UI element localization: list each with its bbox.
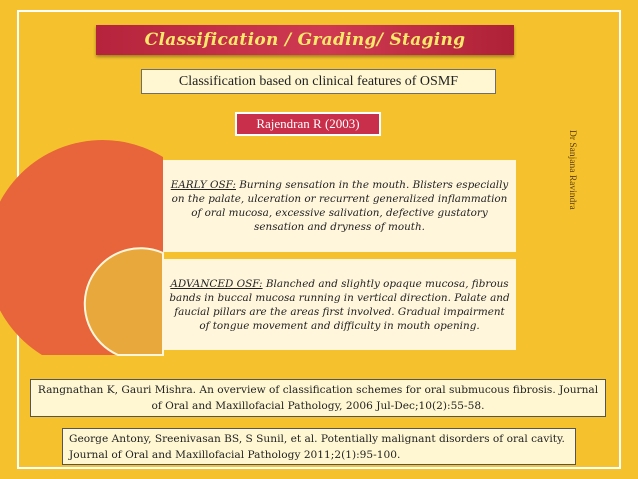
advanced-osf-description: Blanched and slightly opaque mucosa, fibrous bands in buccal mucosa running in vertical direction. Palate and faucial pillars are the areas first involved. Gradual impairment of tongue movement and difficulty in mouth opening. — [169, 277, 510, 332]
advanced-osf-panel — [163, 259, 516, 350]
reference-2: George Antony, Sreenivasan BS, S Sunil, et al. Potentially malignant disorders of oral cavity. Journal of Oral and Maxillofacial Pathology 2011;2(1):95-100. — [69, 432, 565, 461]
author-text: Rajendran R (2003) — [256, 116, 360, 131]
side-credit: Dr Sanjana Ravindra — [567, 130, 577, 210]
early-osf-text — [163, 178, 516, 234]
slide-title: Classification / Grading/ Staging — [144, 30, 466, 50]
early-osf-panel — [163, 160, 516, 252]
reference-box-2 — [62, 428, 576, 465]
subtitle: Classification based on clinical features of OSMF — [178, 73, 459, 89]
reference-1: Rangnathan K, Gauri Mishra. An overview of classification schemes for oral submucous fibrosis. Journal of Oral and Maxillofacial Pathology, 2006 Jul-Dec;10(2):55-58. — [37, 384, 599, 412]
advanced-osf-term: ADVANCED OSF: — [170, 277, 263, 290]
early-osf-description: Burning sensation in the mouth. Blisters especially on the palate, ulceration or recurrent generalized inflammation of oral mucosa, excessive salivation, defective gustatory sensation and dryness of mouth. — [171, 179, 509, 233]
reference-box-1 — [30, 379, 606, 417]
early-osf-term: EARLY OSF: — [170, 179, 236, 191]
advanced-osf-text — [163, 277, 516, 333]
